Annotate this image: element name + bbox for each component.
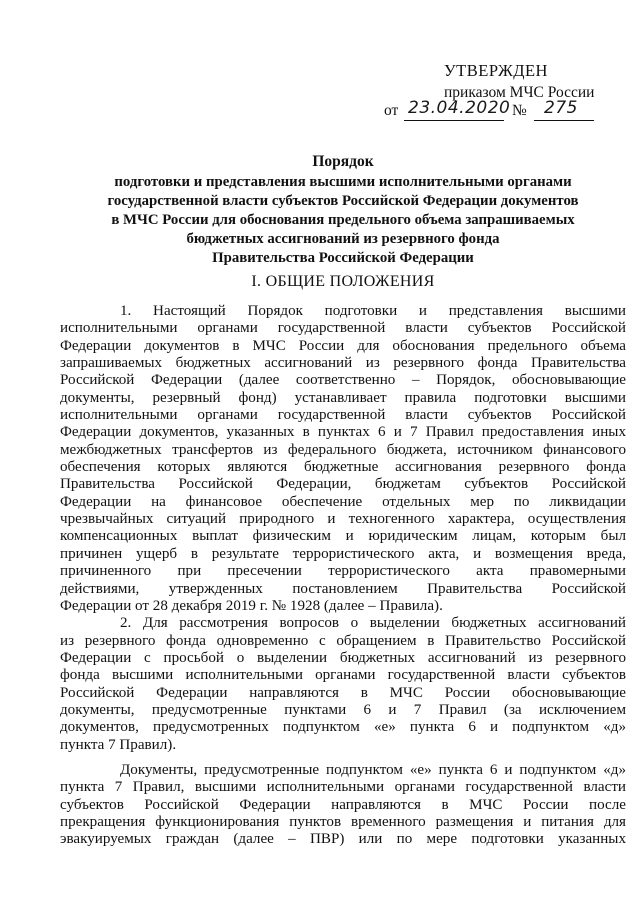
approved-label: УТВЕРЖДЕН bbox=[444, 61, 548, 80]
paragraph-line: чрезвычайных ситуаций природного и техногенного характера, осуществления bbox=[60, 511, 626, 528]
number-prefix: № bbox=[512, 102, 527, 119]
section-heading: I. ОБЩИЕ ПОЛОЖЕНИЯ bbox=[251, 273, 435, 290]
date-underline bbox=[404, 120, 504, 121]
paragraph-line: межбюджетных трансфертов из федерального бюджета, источником финансового bbox=[60, 441, 626, 458]
date-number-row bbox=[384, 98, 604, 124]
paragraph-line: документов, предусмотренных подпунктом «е» пункта 6 и подпунктом «д» bbox=[60, 719, 626, 736]
paragraph-line: Российской Федерации (далее соответственно – Порядок, обосновывающие bbox=[60, 372, 626, 389]
title-line: подготовки и представления высшими исполнительными органами bbox=[114, 174, 572, 190]
paragraph-gap bbox=[60, 754, 626, 762]
title-line: государственной власти субъектов Российской Федерации документов bbox=[107, 193, 579, 209]
paragraph-line: 1. Настоящий Порядок подготовки и представления высшими bbox=[120, 303, 626, 319]
paragraph-line: исполнительными органами государственной власти субъектов Российской bbox=[60, 407, 626, 424]
document-body bbox=[60, 303, 626, 849]
number-underline bbox=[534, 120, 594, 121]
paragraph-line: исполнительными органами государственной власти субъектов Российской bbox=[60, 320, 626, 337]
paragraph-line: Федерации документов, указанных в пунктах 6 и 7 Правил предоставления иных bbox=[60, 424, 626, 441]
paragraph-line: фонда высшими исполнительными органами государственной власти субъектов bbox=[60, 667, 626, 684]
title-line: Правительства Российской Федерации bbox=[212, 250, 474, 266]
title-line: бюджетных ассигнований из резервного фонда bbox=[186, 231, 500, 247]
title-word: Порядок bbox=[312, 153, 374, 170]
date-prefix: от bbox=[384, 102, 399, 119]
paragraph-line: Правительства Российской Федерации, бюджетам субъектов Российской bbox=[60, 476, 626, 493]
document-title bbox=[60, 152, 626, 268]
paragraph-line: документы, предусмотренные пунктами 6 и 7 Правил (за исключением bbox=[60, 701, 626, 718]
paragraph-line: 2. Для рассмотрения вопросов о выделении бюджетных ассигнований bbox=[120, 615, 626, 632]
paragraph-line: эвакуируемых граждан (далее – ПВР) или по мере подготовки указанных bbox=[60, 831, 626, 848]
paragraph-line: Федерации документов в МЧС России для обоснования предельного объема bbox=[60, 337, 626, 354]
paragraph-line: Российской Федерации направляются в МЧС России обосновывающие bbox=[60, 684, 626, 701]
paragraph-line: Документы, предусмотренные подпунктом «е» пункта 6 и подпунктом «д» bbox=[120, 761, 626, 778]
title-line: в МЧС России для обоснования предельного объема запрашиваемых bbox=[111, 212, 575, 228]
paragraph-line: причиненного при пресечении террористического акта правомерными bbox=[60, 563, 626, 580]
paragraph-line: Федерации с просьбой о выделении бюджетных ассигнований из резервного bbox=[60, 649, 626, 666]
paragraph-line: запрашиваемых бюджетных ассигнований из резервного фонда Правительства bbox=[60, 355, 626, 372]
paragraph-line: из резервного фонда одновременно с обращением в Правительство Российской bbox=[60, 632, 626, 649]
paragraph-line: обеспечения которых являются бюджетные ассигнования резервного фонда bbox=[60, 459, 626, 476]
paragraph-line: Федерации от 28 декабря 2019 г. № 1928 (далее – Правила). bbox=[60, 597, 443, 614]
paragraph-line: компенсационных выплат физическим и юридическим лицам, которым был bbox=[60, 528, 626, 545]
paragraph-line: пункта 7 Правил, высшими исполнительными органами государственной власти bbox=[60, 779, 626, 796]
paragraph-line: прекращения функционирования пунктов временного размещения и питания для bbox=[60, 813, 626, 830]
paragraph-line: пункта 7 Правил). bbox=[60, 736, 177, 753]
paragraph-line: Федерации на финансовое обеспечение отдельных мер по ликвидации bbox=[60, 493, 626, 510]
paragraph-line: причинен ущерб в результате террористического акта, и возмещения вреда, bbox=[60, 545, 626, 562]
paragraph-line: субъектов Российской Федерации направляются в МЧС России после bbox=[60, 796, 626, 813]
paragraph-line: документы, резервный фонд) устанавливает правила подготовки высшими bbox=[60, 389, 626, 406]
date-handwritten: 23.04.2020 bbox=[408, 98, 511, 118]
paragraph-line: действиями, утвержденных постановлением Правительства Российской bbox=[60, 580, 626, 597]
number-handwritten: 275 bbox=[544, 98, 578, 118]
order-reference: приказом МЧС России bbox=[444, 84, 595, 101]
